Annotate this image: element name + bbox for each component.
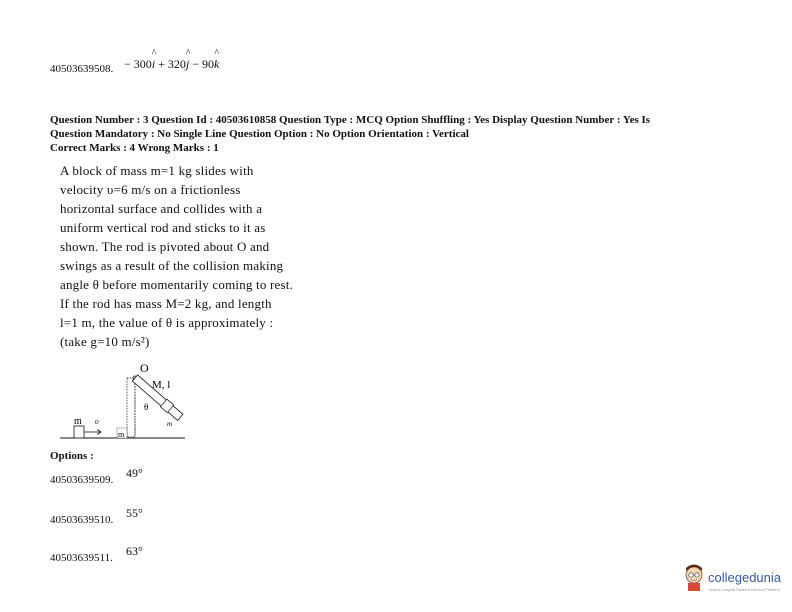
question-line: (take g=10 m/s²) <box>60 334 150 349</box>
question-line: velocity υ=6 m/s on a frictionless <box>60 182 241 197</box>
prev-option-part-1: − 300 <box>124 57 152 71</box>
question-line: horizontal surface and collides with a <box>60 201 263 216</box>
prev-option-part-3: − 90 <box>189 57 215 71</box>
question-line: shown. The rod is pivoted about O and <box>60 239 270 254</box>
option-value: 55° <box>126 506 143 520</box>
rod-label: M, l <box>152 379 171 391</box>
prev-option-part-2: + 320 <box>155 57 186 71</box>
velocity-label: υ <box>95 417 99 426</box>
angle-label: θ <box>144 402 149 412</box>
prev-option-id: 40503639508. <box>50 63 114 75</box>
collision-figure <box>60 358 190 444</box>
unit-vector-j: ^ j <box>186 57 189 72</box>
question-meta-line-1: Question Number : 3 Question Id : 40503610858 Question Type : MCQ Option Shuffling : Yes Display Question Number : Yes Is <box>50 114 651 126</box>
question-meta-line-2: Question Mandatory : No Single Line Question Option : No Option Orientation : Vertical <box>50 128 469 140</box>
question-line: A block of mass m=1 kg slides with <box>60 163 254 178</box>
collegedunia-watermark <box>682 562 788 598</box>
question-text <box>60 161 293 351</box>
option-value: 63° <box>126 544 143 558</box>
option-id: 40503639511. <box>50 552 113 564</box>
mascot-icon <box>682 562 706 592</box>
question-line: If the rod has mass M=2 kg, and length <box>60 296 272 311</box>
option-value: 49° <box>126 466 143 480</box>
watermark-tagline: India's Largest Student Review Platform <box>709 587 781 592</box>
question-meta <box>50 113 750 155</box>
block-label: m <box>74 416 82 427</box>
pivot-label: O <box>140 361 149 375</box>
question-line: uniform vertical rod and sticks to it as <box>60 220 266 235</box>
question-line: angle θ before momentarily coming to rest. <box>60 277 294 292</box>
block-at-rod-label: m <box>118 430 125 439</box>
option-id: 40503639510. <box>50 514 114 526</box>
question-line: swings as a result of the collision making <box>60 258 284 273</box>
prev-option-vector <box>124 57 219 72</box>
unit-vector-k: ^ k <box>214 57 219 72</box>
question-line: l=1 m, the value of θ is approximately : <box>60 315 274 330</box>
options-heading: Options : <box>50 450 94 462</box>
sliding-block <box>74 426 84 438</box>
initial-rod-position <box>127 378 135 437</box>
option-id: 40503639509. <box>50 474 114 486</box>
watermark-brand: collegedunia <box>708 570 782 585</box>
attached-block-label: m <box>167 420 173 428</box>
question-marks: Correct Marks : 4 Wrong Marks : 1 <box>50 142 219 154</box>
unit-vector-i: ^ i <box>152 57 155 72</box>
